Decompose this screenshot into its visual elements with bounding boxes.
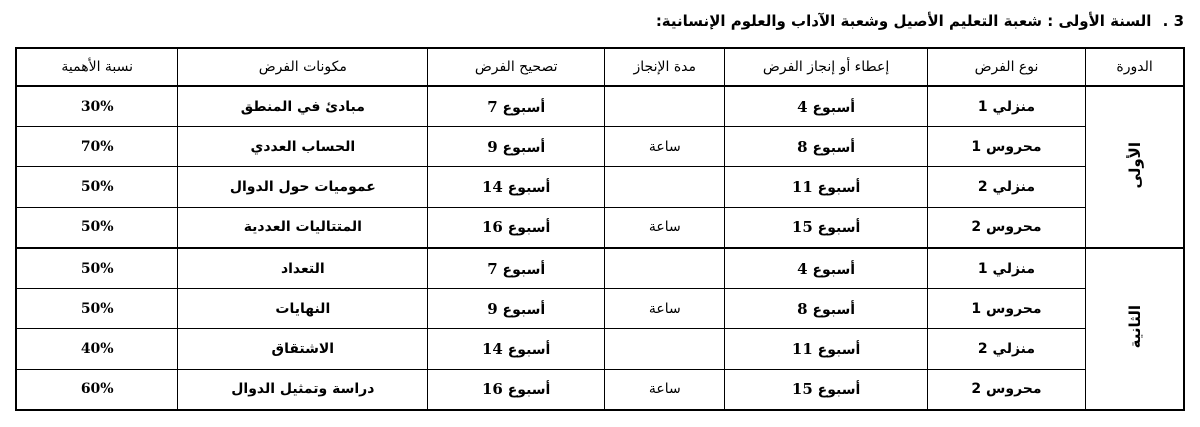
table-row (16, 127, 1184, 167)
type-cell: محروس 1 (927, 289, 1085, 329)
weight-cell: 50% (16, 167, 178, 207)
correction-cell: أسبوع 7 (428, 86, 605, 127)
table-row (16, 289, 1184, 329)
assign-cell: أسبوع 11 (725, 329, 927, 369)
weight-cell: 60% (16, 369, 178, 410)
correction-cell: أسبوع 16 (428, 369, 605, 410)
component-cell: النهايات (178, 289, 428, 329)
table-row (16, 167, 1184, 207)
duration-cell: ساعة (605, 369, 725, 410)
section-number: 3 . (1162, 12, 1184, 30)
weight-cell: 50% (16, 207, 178, 248)
duration-cell (605, 167, 725, 207)
assessment-table (15, 47, 1185, 411)
header-row (16, 48, 1184, 86)
correction-cell: أسبوع 14 (428, 167, 605, 207)
table-row (16, 207, 1184, 248)
section-heading (656, 12, 1184, 30)
table-row (16, 329, 1184, 369)
component-cell: مبادئ في المنطق (178, 86, 428, 127)
section-title: السنة الأولى : شعبة التعليم الأصيل وشعبة الآداب والعلوم الإنسانية: (655, 12, 1152, 30)
duration-cell: ساعة (605, 127, 725, 167)
semester-label: الأولى (1125, 141, 1144, 189)
assign-cell: أسبوع 15 (725, 369, 927, 410)
header-duration: مدة الإنجاز (605, 48, 725, 86)
type-cell: محروس 1 (927, 127, 1085, 167)
component-cell: الحساب العددي (178, 127, 428, 167)
type-cell: منزلي 1 (927, 86, 1085, 127)
component-cell: المتتاليات العددية (178, 207, 428, 248)
table-row (16, 86, 1184, 127)
header-correction: تصحيح الفرض (428, 48, 605, 86)
type-cell: منزلي 2 (927, 329, 1085, 369)
table-row (16, 248, 1184, 289)
assign-cell: أسبوع 8 (725, 289, 927, 329)
component-cell: عموميات حول الدوال (178, 167, 428, 207)
assign-cell: أسبوع 8 (725, 127, 927, 167)
header-weight: نسبة الأهمية (16, 48, 178, 86)
component-cell: دراسة وتمثيل الدوال (178, 369, 428, 410)
semester-label: الثانية (1125, 305, 1144, 349)
header-components: مكونات الفرض (178, 48, 428, 86)
type-cell: محروس 2 (927, 369, 1085, 410)
weight-cell: 30% (16, 86, 178, 127)
assign-cell: أسبوع 11 (725, 167, 927, 207)
correction-cell: أسبوع 9 (428, 127, 605, 167)
correction-cell: أسبوع 9 (428, 289, 605, 329)
component-cell: الاشتقاق (178, 329, 428, 369)
weight-cell: 50% (16, 289, 178, 329)
assign-cell: أسبوع 4 (725, 86, 927, 127)
weight-cell: 40% (16, 329, 178, 369)
weight-cell: 70% (16, 127, 178, 167)
weight-cell: 50% (16, 248, 178, 289)
duration-cell: ساعة (605, 289, 725, 329)
assign-cell: أسبوع 4 (725, 248, 927, 289)
header-semester: الدورة (1086, 48, 1184, 86)
assign-cell: أسبوع 15 (725, 207, 927, 248)
table-row (16, 369, 1184, 410)
correction-cell: أسبوع 16 (428, 207, 605, 248)
duration-cell (605, 329, 725, 369)
correction-cell: أسبوع 14 (428, 329, 605, 369)
semester-label-cell (1086, 248, 1184, 410)
duration-cell: ساعة (605, 207, 725, 248)
type-cell: منزلي 2 (927, 167, 1085, 207)
component-cell: التعداد (178, 248, 428, 289)
duration-cell (605, 248, 725, 289)
correction-cell: أسبوع 7 (428, 248, 605, 289)
type-cell: محروس 2 (927, 207, 1085, 248)
semester-label-cell (1086, 86, 1184, 248)
header-type: نوع الفرض (927, 48, 1085, 86)
duration-cell (605, 86, 725, 127)
type-cell: منزلي 1 (927, 248, 1085, 289)
header-assign: إعطاء أو إنجاز الفرض (725, 48, 927, 86)
